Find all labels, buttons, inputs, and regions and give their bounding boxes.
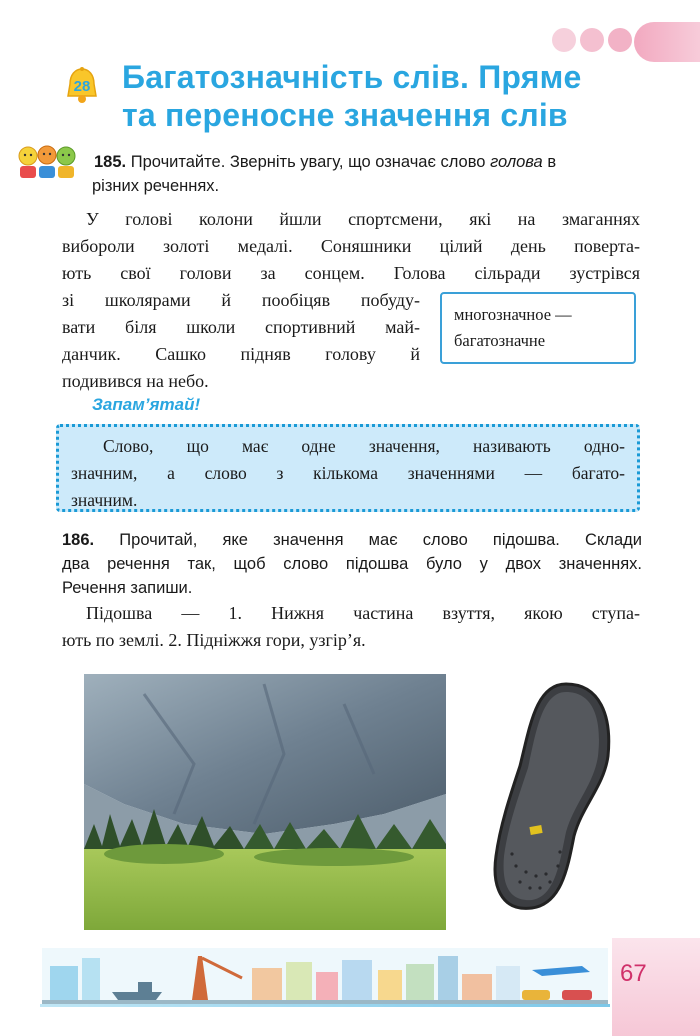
exercise-186-definition [62, 600, 640, 654]
text-line: Пiдошва — 1. Нижня частина взуття, якою ступа- [86, 603, 640, 623]
decor-dot [580, 28, 604, 52]
header-decoration [548, 22, 700, 62]
exercise-number: 185. [94, 153, 127, 171]
rule-line: Слово, що має одне значення, називають одно- [103, 436, 625, 456]
exercise-number: 186. [62, 531, 95, 549]
group-work-kids-icon [14, 142, 80, 180]
instruction-word: голова [490, 153, 543, 171]
remember-heading: Запам’ятай! [92, 395, 201, 414]
page-number: 67 [620, 960, 647, 987]
mountain-foothill-photo [84, 674, 446, 930]
text-line: ють свої голови за сонцем. Голова сiльради зустрiвся [62, 263, 640, 283]
text-line: ють по землi. 2. Пiднiжжя гори, узгiр’я. [62, 630, 366, 650]
exercise-185-text [62, 206, 640, 287]
rule-line: значним, а слово з кiлькома значеннями — багато- [71, 463, 625, 483]
decor-pill [634, 22, 700, 62]
translation-note-box [440, 292, 636, 364]
exercise-185-text-cont [62, 287, 420, 395]
decor-dot [552, 28, 576, 52]
city-skyline-footer-decoration [42, 948, 608, 1006]
exercise-186-instruction [62, 528, 642, 600]
text-line: данчик. Сашко пiдняв голову й [62, 344, 420, 364]
decor-dot [608, 28, 632, 52]
note-line: багатозначне [454, 331, 546, 350]
exercise-185-instruction [94, 150, 674, 198]
title-line: та переносне значення слів [122, 97, 568, 133]
text-line: У головi колони йшли спортсмени, якi на змаганнях [86, 209, 640, 229]
rule-line: значним. [71, 490, 138, 510]
instruction-text: Прочитайте. Зверніть увагу, що означає слово [130, 153, 491, 171]
lesson-bell-badge [62, 66, 102, 106]
note-line: многозначное — [454, 305, 572, 324]
instruction-text: два речення так, щоб слово пiдошва було у двох значеннях. [62, 555, 642, 573]
text-line: зi школярами й пообiцяв побуду- [62, 290, 420, 310]
instruction-text: Речення запиши. [62, 579, 193, 597]
text-line: вибороли золотi медалi. Соняшники цiлий день поверта- [62, 236, 640, 256]
title-line: Багатозначність слів. Пряме [122, 59, 582, 95]
instruction-text: в [542, 153, 557, 171]
remember-rule-box [56, 424, 640, 512]
shoe-sole-photo [470, 676, 618, 916]
text-line: подивився на небо. [62, 371, 209, 391]
lesson-number: 28 [73, 78, 91, 95]
text-line: вати бiля школи спортивний май- [62, 317, 420, 337]
footer-line [40, 1004, 610, 1007]
instruction-text: різних реченнях. [92, 177, 220, 195]
instruction-text: Прочитай, яке значення має слово пiдошва. Склади [119, 531, 642, 549]
lesson-title [122, 58, 682, 134]
